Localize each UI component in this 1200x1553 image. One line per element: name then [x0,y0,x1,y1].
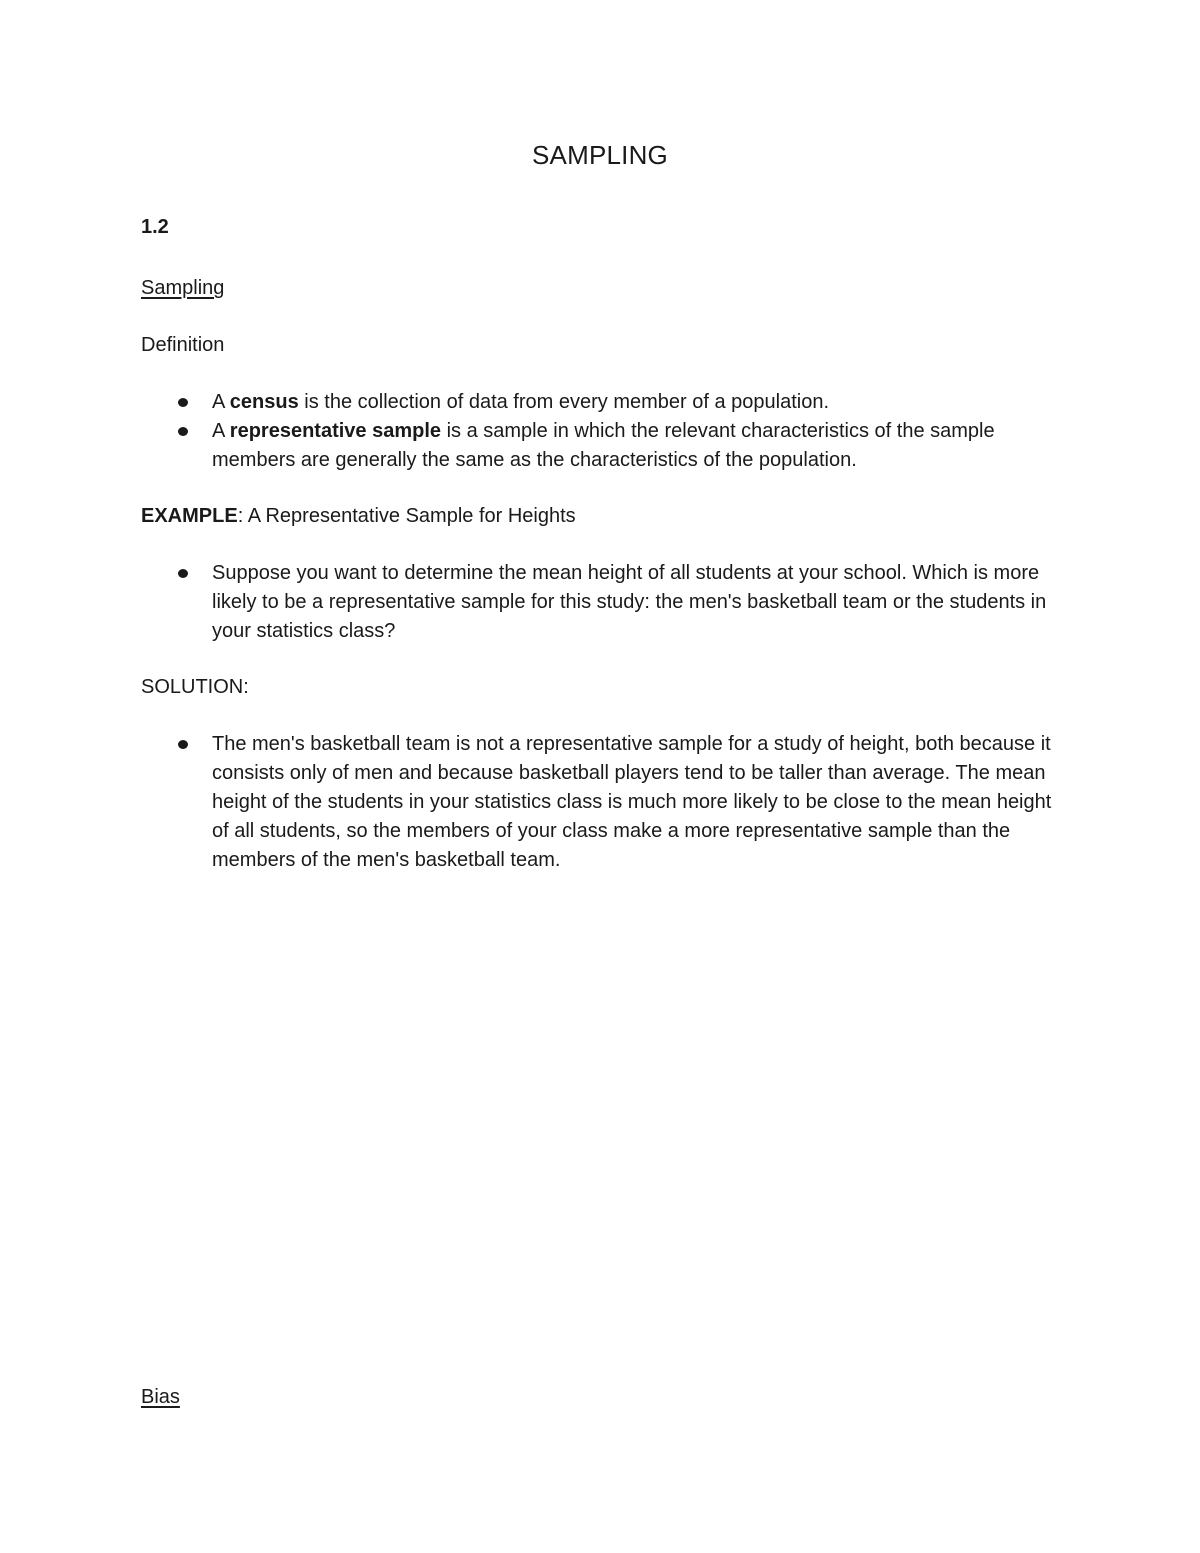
definition-term: representative sample [229,420,442,442]
definition-term: census [229,391,299,413]
example-label: EXAMPLE [141,505,238,527]
definition-item-representative-sample [141,417,1071,475]
solution-label: SOLUTION: [141,676,249,698]
example-heading [141,505,576,528]
bullet-icon [178,427,188,436]
definition-text: is the collection of data from every member of a population. [298,391,830,413]
definition-item-census [141,388,1071,417]
example-list [141,559,1071,646]
definition-list [141,388,1071,475]
solution-list [141,730,1071,875]
section-number: 1.2 [141,216,169,238]
example-title: : A Representative Sample for Heights [237,505,576,527]
definition-text: is a sample in which the relevant characteristics of the sample members are generally the same as the characteristics of the population. [212,420,995,471]
example-item [141,559,1071,646]
example-item-text: Suppose you want to determine the mean height of all students at your school. Which is more likely to be a representative sample for this study: the men's basketball team or the students in your statistics class? [212,562,1047,642]
bullet-icon [178,740,188,749]
bullet-icon [178,569,188,578]
subheading-sampling: Sampling [141,277,225,299]
solution-item [141,730,1071,875]
definition-prefix: A [212,420,230,442]
solution-item-text: The men's basketball team is not a representative sample for a study of height, both because it consists only of men and because basketball players tend to be taller than average. The mean height of the students in your statistics class is much more likely to be close to the mean height of all students, so the members of your class make a more representative sample than the members of the men's basketball team. [212,733,1052,871]
subheading-bias: Bias [141,1386,180,1408]
definition-label: Definition [141,334,225,356]
bullet-icon [178,398,188,407]
page-title: SAMPLING [532,140,668,170]
definition-prefix: A [212,391,230,413]
